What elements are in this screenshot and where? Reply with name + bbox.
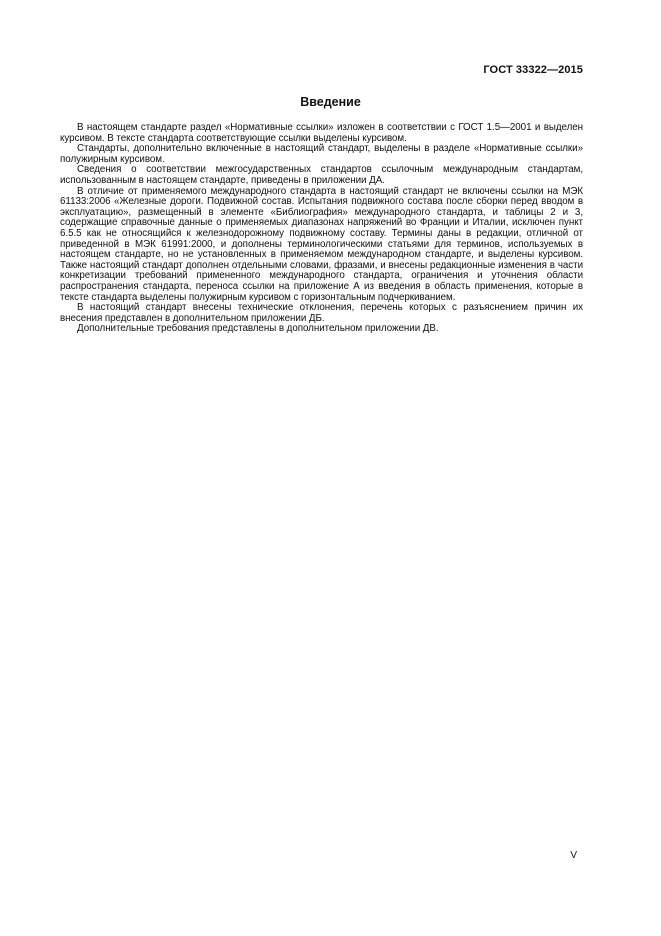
paragraph: Стандарты, дополнительно включенные в настоящий стандарт, выделены в разделе «Нормативные ссылки» полужирным курсивом. <box>60 143 583 165</box>
introduction-body <box>60 123 583 335</box>
paragraph: Дополнительные требования представлены в дополнительном приложении ДВ. <box>77 323 439 335</box>
section-title: Введение <box>300 95 361 109</box>
page-number: V <box>570 850 577 861</box>
paragraph: В настоящем стандарте раздел «Нормативные ссылки» изложен в соответствии с ГОСТ 1.5—2001 и выделен курсивом. В тексте стандарта соответствующие ссылки выделены курсивом. <box>60 122 583 144</box>
paragraph: В отличие от применяемого международного стандарта в настоящий стандарт не включены ссылки на МЭК 61133:2006 «Железные дороги. Подвижной состав. Испытания подвижного состава после сборки перед вводом в эксплуатацию», размещенный в элементе «Библиография» международного стандарта, и таблицы 2 и 3, содержащие справочные данные о применяемых диапазонах напряжений во Франции и Италии, исключен пункт 6.5.5 как не относящийся к железнодорожному подвижному составу. Термины даны в редакции, отличной от приведенной в МЭК 61991:2000, и дополнены терминологическими статьями для терминов, используемых в настоящем стандарте, но не установленных в применяемом международном стандарте, и выделены курсивом. Также настоящий стандарт дополнен отдельными словами, фразами, и внесены редакционные изменения в части конкретизации требований примененного международного стандарта, ограничения и уточнения области распространения стандарта, переноса ссылки на приложение А из введения в область применения, которые в тексте стандарта выделены полужирным курсивом с горизонтальным подчеркиванием. <box>60 185 583 303</box>
paragraph: Сведения о соответствии межгосударственных стандартов ссылочным международным стандартам, использованным в настоящем стандарте, приведены в приложении ДА. <box>60 164 583 186</box>
document-id: ГОСТ 33322—2015 <box>483 64 583 76</box>
paragraph: В настоящий стандарт внесены технические отклонения, перечень которых с разъяснением причин их внесения представлен в дополнительном приложении ДБ. <box>60 302 583 324</box>
